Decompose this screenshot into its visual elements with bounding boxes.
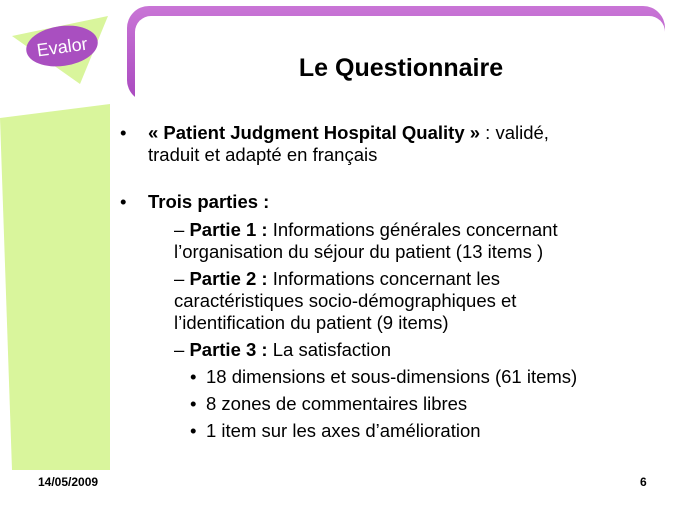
part-3: – Partie 3 : La satisfaction bbox=[174, 339, 391, 360]
subitem-amelioration: • 1 item sur les axes d’amélioration bbox=[190, 420, 481, 441]
bullet-trois-parties: • Trois parties : bbox=[120, 191, 270, 212]
slide-content bbox=[118, 122, 678, 442]
bullet-pjhq: • « Patient Judgment Hospital Quality » : validé, traduit et adapté en français bbox=[118, 122, 678, 166]
bullet-trois-parties-label: Trois parties : bbox=[148, 191, 270, 212]
logo-text: Evalor bbox=[35, 33, 89, 61]
bullet-pjhq-rest: : validé, bbox=[480, 122, 549, 143]
bullet-pjhq-line2: traduit et adapté en français bbox=[148, 144, 378, 165]
bullet-pjhq-bold: « Patient Judgment Hospital Quality » bbox=[148, 122, 481, 143]
slide-title: Le Questionnaire bbox=[298, 54, 504, 82]
part-3-label: Partie 3 : bbox=[189, 339, 268, 360]
subitem-commentaires: • 8 zones de commentaires libres bbox=[190, 393, 468, 414]
part-1: – Partie 1 : Informations générales concernant l’organisation du séjour du patient (13 items ) bbox=[174, 219, 558, 262]
footer-date: 14/05/2009 bbox=[38, 475, 99, 489]
evalor-logo bbox=[8, 14, 116, 86]
page-number: 6 bbox=[640, 475, 647, 489]
part-2: – Partie 2 : Informations concernant les caractéristiques socio-démographiques et l’identification du patient (9 items) bbox=[174, 268, 517, 333]
part-2-label: Partie 2 : bbox=[189, 268, 268, 289]
left-decor-bar bbox=[0, 104, 110, 470]
part-1-label: Partie 1 : bbox=[189, 219, 268, 240]
subitem-dimensions: • 18 dimensions et sous-dimensions (61 items) bbox=[190, 366, 578, 387]
